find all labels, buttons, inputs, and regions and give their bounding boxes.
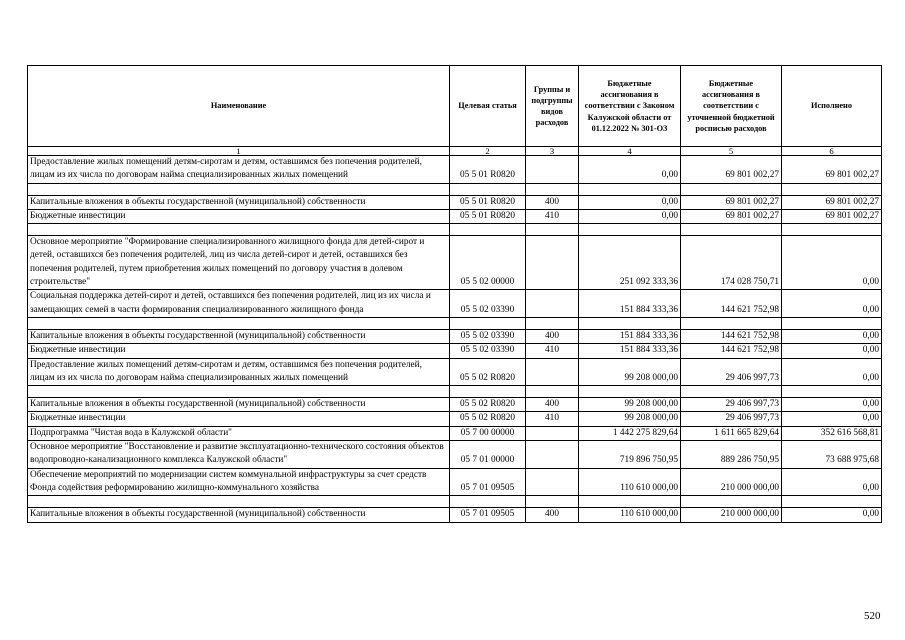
table-row: [28, 426, 882, 440]
row-executed-amount: 69 801 002,27: [782, 195, 882, 209]
row-executed-amount: 0,00: [782, 508, 882, 522]
row-refined-amount: 210 000 000,00: [681, 508, 782, 522]
row-law-amount: 719 896 750,95: [579, 441, 681, 469]
spacer-row: [28, 496, 882, 508]
row-executed-amount: 69 801 002,27: [782, 156, 882, 184]
row-law-amount: 1 442 275 829,64: [579, 426, 681, 440]
table-row: [28, 209, 882, 223]
row-target-article: 05 7 01 09505: [450, 508, 526, 522]
row-law-amount: 99 208 000,00: [579, 358, 681, 386]
row-target-article: 05 7 00 00000: [450, 426, 526, 440]
column-number: 5: [681, 147, 782, 156]
header-executed: Исполнено: [782, 66, 882, 147]
row-refined-amount: 69 801 002,27: [681, 209, 782, 223]
row-expense-group: [526, 358, 579, 386]
table-row: [28, 412, 882, 426]
row-law-amount: 110 610 000,00: [579, 468, 681, 496]
row-expense-group: [526, 441, 579, 469]
row-executed-amount: 0,00: [782, 236, 882, 290]
table-row: [28, 441, 882, 469]
row-target-article: 05 7 01 00000: [450, 441, 526, 469]
row-expense-group: [526, 236, 579, 290]
row-law-amount: 0,00: [579, 156, 681, 184]
row-target-article: 05 5 02 00000: [450, 236, 526, 290]
row-name: Предоставление жилых помещений детям-сиротам и детям, оставшимся без попечения родителей, лицам из их числа по договорам найма специализированных жилых помещений: [28, 358, 450, 386]
row-expense-group: 410: [526, 412, 579, 426]
column-number-row: [28, 147, 882, 156]
row-refined-amount: 1 611 665 829,64: [681, 426, 782, 440]
header-law-allocations: Бюджетные ассигнования в соответствии с Законом Калужской области от 01.12.2022 № 301-ОЗ: [579, 66, 681, 147]
row-name: Обеспечение мероприятий по модернизации систем коммунальной инфраструктуры за счет средств Фонда содействия реформированию жилищно-коммунального хозяйства: [28, 468, 450, 496]
row-refined-amount: 210 000 000,00: [681, 468, 782, 496]
row-executed-amount: 0,00: [782, 468, 882, 496]
row-refined-amount: 144 621 752,98: [681, 344, 782, 358]
row-executed-amount: 0,00: [782, 290, 882, 318]
row-name: Социальная поддержка детей-сирот и детей, оставшихся без попечения родителей, лиц из их числа и замещающих семей в части формирования специализированного жилищного фонда: [28, 290, 450, 318]
header-target-article: Целевая статья: [450, 66, 526, 147]
table-row: [28, 329, 882, 343]
table-row: [28, 156, 882, 184]
column-number: 1: [28, 147, 450, 156]
page-number: 520: [864, 610, 881, 622]
row-law-amount: 99 208 000,00: [579, 398, 681, 412]
row-name: Капитальные вложения в объекты государственной (муниципальной) собственности: [28, 195, 450, 209]
row-target-article: 05 5 01 R0820: [450, 195, 526, 209]
row-executed-amount: 0,00: [782, 329, 882, 343]
row-executed-amount: 0,00: [782, 412, 882, 426]
header-row: [28, 66, 882, 147]
row-law-amount: 151 884 333,36: [579, 290, 681, 318]
row-refined-amount: 144 621 752,98: [681, 290, 782, 318]
table-row: [28, 344, 882, 358]
row-expense-group: 410: [526, 209, 579, 223]
row-name: Подпрограмма "Чистая вода в Калужской области": [28, 426, 450, 440]
row-law-amount: 0,00: [579, 209, 681, 223]
row-expense-group: 400: [526, 508, 579, 522]
row-target-article: 05 5 01 R0820: [450, 209, 526, 223]
row-refined-amount: 144 621 752,98: [681, 329, 782, 343]
spacer-row: [28, 386, 882, 398]
column-number: 4: [579, 147, 681, 156]
budget-table-page: [27, 65, 881, 523]
column-number: 6: [782, 147, 882, 156]
budget-table: [27, 65, 882, 523]
header-expense-group: Группы и подгруппы видов расходов: [526, 66, 579, 147]
row-target-article: 05 5 02 R0820: [450, 412, 526, 426]
table-row: [28, 398, 882, 412]
table-row: [28, 290, 882, 318]
row-expense-group: 400: [526, 398, 579, 412]
row-name: Капитальные вложения в объекты государственной (муниципальной) собственности: [28, 398, 450, 412]
row-name: Основное мероприятие "Восстановление и развитие эксплуатационно-технического состояния объектов водопроводно-канализационного комплекса Калужской области": [28, 441, 450, 469]
table-row: [28, 236, 882, 290]
row-name: Капитальные вложения в объекты государственной (муниципальной) собственности: [28, 329, 450, 343]
row-target-article: 05 7 01 09505: [450, 468, 526, 496]
row-refined-amount: 29 406 997,73: [681, 358, 782, 386]
table-row: [28, 508, 882, 522]
row-law-amount: 0,00: [579, 195, 681, 209]
row-expense-group: 400: [526, 195, 579, 209]
row-refined-amount: 29 406 997,73: [681, 398, 782, 412]
row-law-amount: 151 884 333,36: [579, 344, 681, 358]
row-refined-amount: 889 286 750,95: [681, 441, 782, 469]
header-refined-allocations: Бюджетные ассигнования в соответствии с уточненной бюджетной росписью расходов: [681, 66, 782, 147]
row-executed-amount: 0,00: [782, 344, 882, 358]
row-executed-amount: 0,00: [782, 398, 882, 412]
row-target-article: 05 5 02 03390: [450, 344, 526, 358]
row-refined-amount: 174 028 750,71: [681, 236, 782, 290]
row-target-article: 05 5 02 R0820: [450, 398, 526, 412]
row-law-amount: 251 092 333,36: [579, 236, 681, 290]
row-expense-group: 410: [526, 344, 579, 358]
column-number: 2: [450, 147, 526, 156]
row-target-article: 05 5 02 03390: [450, 290, 526, 318]
row-law-amount: 99 208 000,00: [579, 412, 681, 426]
row-expense-group: 400: [526, 329, 579, 343]
header-name: Наименование: [28, 66, 450, 147]
spacer-row: [28, 224, 882, 236]
row-refined-amount: 29 406 997,73: [681, 412, 782, 426]
spacer-row: [28, 183, 882, 195]
row-executed-amount: 352 616 568,81: [782, 426, 882, 440]
table-row: [28, 468, 882, 496]
row-law-amount: 110 610 000,00: [579, 508, 681, 522]
row-name: Бюджетные инвестиции: [28, 412, 450, 426]
row-expense-group: [526, 426, 579, 440]
table-row: [28, 195, 882, 209]
row-target-article: 05 5 02 03390: [450, 329, 526, 343]
row-expense-group: [526, 468, 579, 496]
row-refined-amount: 69 801 002,27: [681, 156, 782, 184]
row-name: Бюджетные инвестиции: [28, 209, 450, 223]
row-executed-amount: 73 688 975,68: [782, 441, 882, 469]
table-row: [28, 358, 882, 386]
row-name: Бюджетные инвестиции: [28, 344, 450, 358]
row-expense-group: [526, 156, 579, 184]
row-name: Основное мероприятие "Формирование специализированного жилищного фонда для детей-сирот и детей, оставшихся без попечения родителей, лиц из числа детей-сирот и детей, оставшихся без попечения родителей, путем приобретения жилых помещений по договору участия в долевом строительстве": [28, 236, 450, 290]
row-name: Капитальные вложения в объекты государственной (муниципальной) собственности: [28, 508, 450, 522]
row-target-article: 05 5 02 R0820: [450, 358, 526, 386]
row-name: Предоставление жилых помещений детям-сиротам и детям, оставшимся без попечения родителей, лицам из их числа по договорам найма специализированных жилых помещений: [28, 156, 450, 184]
row-expense-group: [526, 290, 579, 318]
row-target-article: 05 5 01 R0820: [450, 156, 526, 184]
row-executed-amount: 69 801 002,27: [782, 209, 882, 223]
row-executed-amount: 0,00: [782, 358, 882, 386]
column-number: 3: [526, 147, 579, 156]
row-refined-amount: 69 801 002,27: [681, 195, 782, 209]
row-law-amount: 151 884 333,36: [579, 329, 681, 343]
spacer-row: [28, 317, 882, 329]
